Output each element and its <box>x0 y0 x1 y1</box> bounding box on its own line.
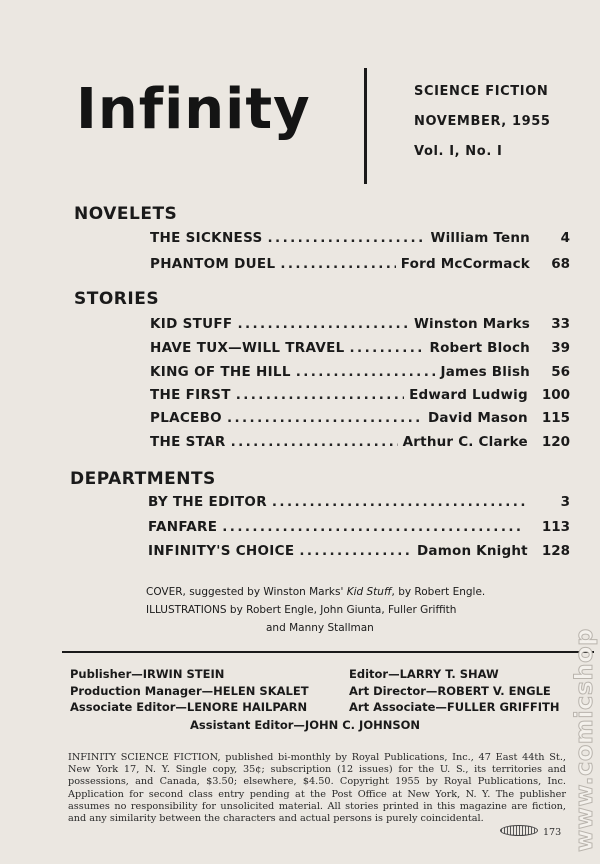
dot-leader <box>237 316 409 332</box>
dot-leader <box>231 434 398 450</box>
union-label-icon <box>500 825 538 836</box>
section-heading-departments: DEPARTMENTS <box>70 469 216 489</box>
illustrations-credit-cont: and Manny Stallman <box>266 622 374 634</box>
entry-author: Ford McCormack <box>400 256 530 272</box>
illustrations-credit: ILLUSTRATIONS by Robert Engle, John Giunta, Fuller Griffith <box>146 604 457 616</box>
entry-page: 128 <box>541 543 570 559</box>
entry-author: Robert Bloch <box>429 340 530 356</box>
staff-associate-editor: Associate Editor—LENORE HAILPARN <box>70 700 308 714</box>
entry-page: 68 <box>551 256 570 272</box>
entry-title: HAVE TUX—WILL TRAVEL <box>150 340 345 356</box>
entry-author: Edward Ludwig <box>409 387 528 403</box>
dot-leader <box>268 230 426 246</box>
entry-page: 100 <box>541 387 570 403</box>
entry-page: 3 <box>560 494 570 510</box>
entry-title: FANFARE <box>148 519 218 535</box>
masthead-info <box>414 84 551 174</box>
entry-page: 115 <box>541 410 570 426</box>
toc-entry[interactable] <box>148 494 570 514</box>
magazine-title: Infinity <box>76 77 311 142</box>
staff-art-associate: Art Associate—FULLER GRIFFITH <box>349 700 560 714</box>
entry-title: KING OF THE HILL <box>150 364 291 380</box>
entry-page: 113 <box>541 519 570 535</box>
toc-entry[interactable] <box>150 410 570 430</box>
toc-entry[interactable] <box>150 364 570 384</box>
toc-entry[interactable] <box>150 316 570 336</box>
dot-leader <box>222 519 523 535</box>
entry-title: THE FIRST <box>150 387 231 403</box>
dot-leader <box>280 256 395 272</box>
staff-publisher: Publisher—IRWIN STEIN <box>70 667 225 681</box>
dot-leader <box>350 340 425 356</box>
entry-title: THE STAR <box>150 434 226 450</box>
dot-leader <box>272 494 525 510</box>
entry-page: 56 <box>551 364 570 380</box>
publication-notice: INFINITY SCIENCE FICTION, published bi-monthly by Royal Publications, Inc., 47 East 44th St., New York 17, N. Y. Single copy, 35¢; subscription (12 issues) for the U. S., its territories and possessions, and Canada, $3.50; elsewhere, $4.50. Copyright 1955 by Royal Publications, Inc. Application for second class entry pending at the Post Office at New York, N. Y. The publisher assumes no responsibility for unsolicited material. All stories printed in this magazine are fiction, and any similarity between the characters and actual persons is purely coincidental. <box>68 752 566 825</box>
entry-author: Winston Marks <box>413 316 530 332</box>
staff-production-manager: Production Manager—HELEN SKALET <box>70 684 309 698</box>
cover-story-title: Kid Stuff <box>346 586 392 598</box>
dot-leader <box>299 543 412 559</box>
section-divider <box>62 651 594 653</box>
staff-assistant-editor: Assistant Editor—JOHN C. JOHNSON <box>190 718 421 732</box>
staff-art-director: Art Director—ROBERT V. ENGLE <box>349 684 551 698</box>
page-number: 173 <box>543 827 562 838</box>
entry-author: David Mason <box>428 410 528 426</box>
toc-entry[interactable] <box>148 519 570 539</box>
entry-title: KID STUFF <box>150 316 233 332</box>
cover-credit <box>146 583 526 601</box>
dot-leader <box>236 387 404 403</box>
entry-title: PHANTOM DUEL <box>150 256 276 272</box>
entry-page: 120 <box>541 434 570 450</box>
dot-leader <box>296 364 436 380</box>
entry-page: 33 <box>551 316 570 332</box>
toc-entry[interactable] <box>150 340 570 360</box>
toc-entry[interactable] <box>150 230 570 250</box>
section-heading-novelets: NOVELETS <box>74 204 178 224</box>
toc-entry[interactable] <box>150 434 570 454</box>
entry-page: 39 <box>551 340 570 356</box>
cover-credit-text: COVER, suggested by Winston Marks' <box>146 586 344 598</box>
entry-author: William Tenn <box>430 230 530 246</box>
entry-author: Arthur C. Clarke <box>402 434 528 450</box>
staff-editor: Editor—LARRY T. SHAW <box>349 667 499 681</box>
entry-page: 4 <box>560 230 570 246</box>
section-heading-stories: STORIES <box>74 289 160 309</box>
entry-title: BY THE EDITOR <box>148 494 267 510</box>
entry-title: PLACEBO <box>150 410 222 426</box>
masthead-divider <box>364 68 367 184</box>
volume-number: Vol. I, No. I <box>414 144 503 159</box>
entry-title: INFINITY'S CHOICE <box>148 543 295 559</box>
genre-label: SCIENCE FICTION <box>414 84 549 99</box>
cover-credit-artist: , by Robert Engle. <box>391 586 486 598</box>
watermark: www.comicshop <box>570 628 598 852</box>
toc-entry[interactable] <box>150 256 570 276</box>
art-credits <box>146 583 526 637</box>
issue-date: NOVEMBER, 1955 <box>414 114 551 129</box>
dot-leader <box>227 410 423 426</box>
toc-entry[interactable] <box>150 387 570 407</box>
entry-author: James Blish <box>440 364 530 380</box>
entry-author: Damon Knight <box>417 543 528 559</box>
toc-entry[interactable] <box>148 543 570 563</box>
entry-title: THE SICKNESS <box>150 230 263 246</box>
